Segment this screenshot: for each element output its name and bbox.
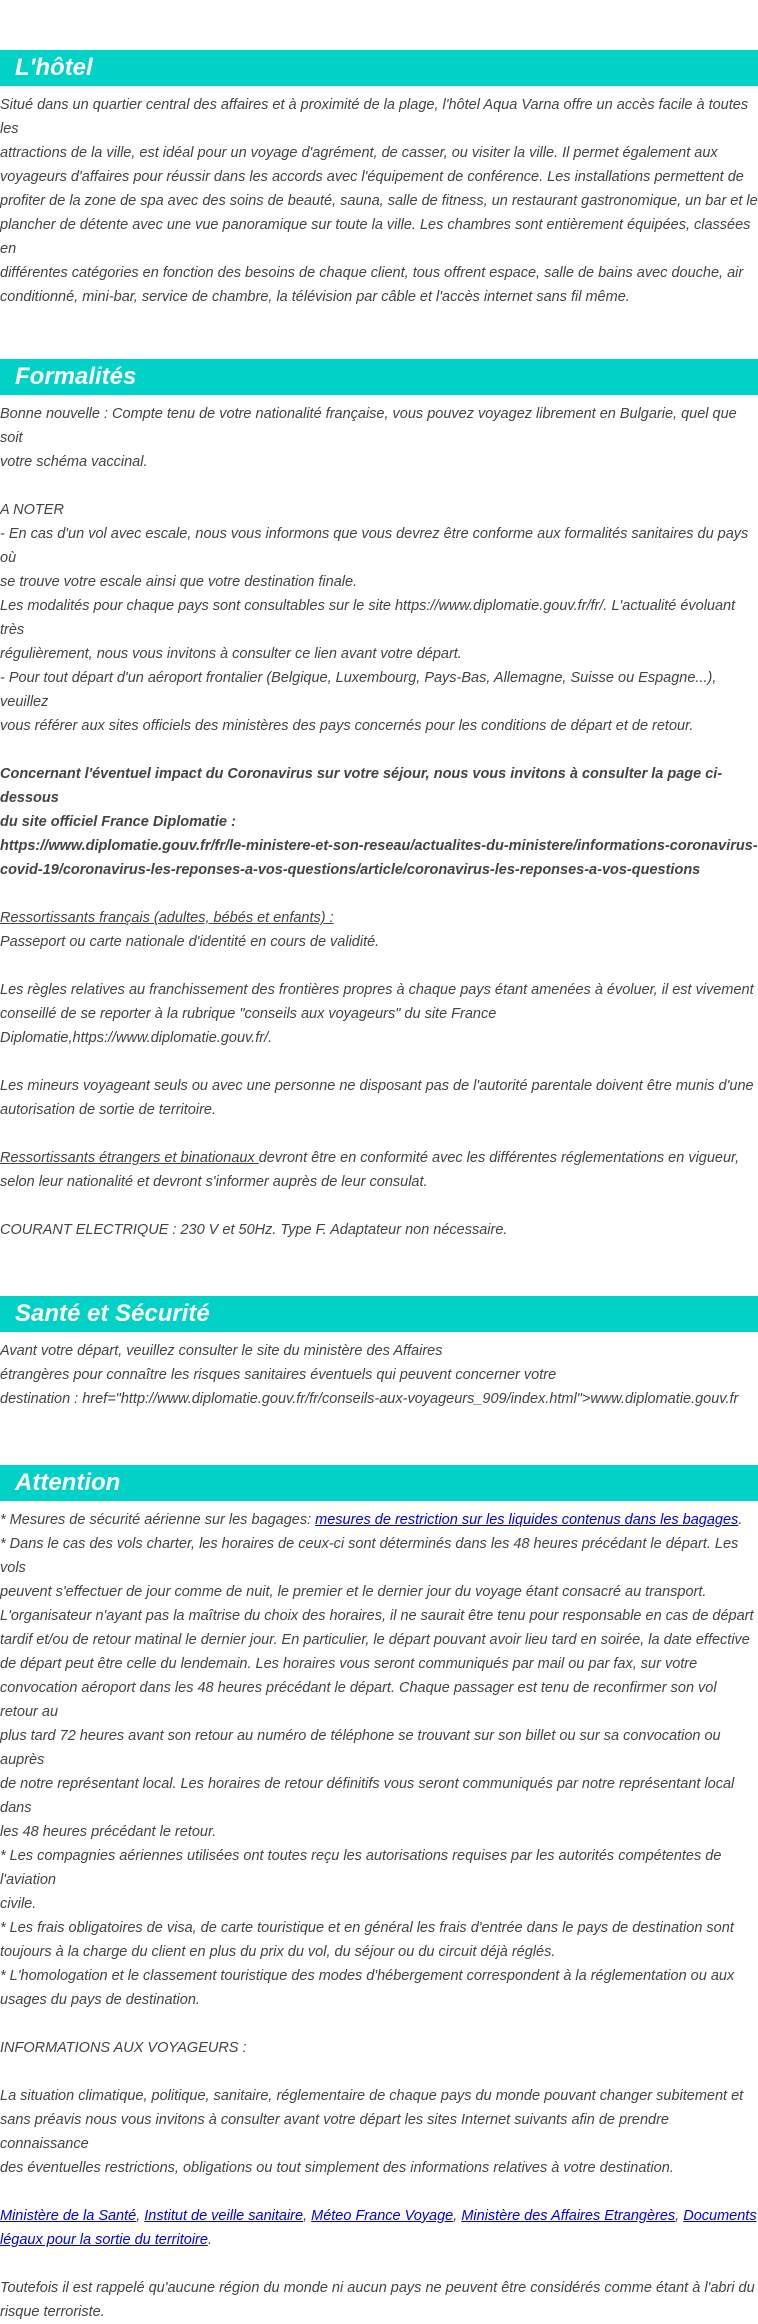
hotel-line: profiter de la zone de spa avec des soins de beauté, sauna, salle de fitness, un restaurant gastronomique, un bar et le: [0, 193, 758, 209]
link-separator: ,: [453, 2208, 462, 2224]
link-separator: ,: [303, 2208, 312, 2224]
minors-line: autorisation de sortie de territoire.: [0, 1102, 216, 1118]
hotel-line: conditionné, mini-bar, service de chambre, la télévision par câble et l'accès internet sans fil même.: [0, 289, 630, 305]
terror-line: risque terroriste.: [0, 2304, 105, 2320]
note-line: - En cas d'un vol avec escale, nous vous informons que vous devrez être conforme aux formalités sanitaires du pays où: [0, 526, 749, 566]
hotel-line: attractions de la ville, est idéal pour un voyage d'agrément, de casser, ou visiter la ville. Il permet également aux: [0, 145, 718, 161]
note-line: se trouve votre escale ainsi que votre destination finale.: [0, 574, 358, 590]
attention-text: [0, 1508, 758, 2324]
link-documents-legaux-cont[interactable]: légaux pour la sortie du territoire: [0, 2232, 208, 2248]
hotel-line: différentes catégories en fonction des besoins de chaque client, tous offrent espace, salle de bains avec douche, air: [0, 265, 744, 281]
section-title-formalites: Formalités: [0, 359, 758, 395]
french-nationals-text: Passeport ou carte nationale d'identité en cours de validité.: [0, 934, 380, 950]
covid-line: covid-19/coronavirus-les-reponses-a-vos-questions/article/coronavirus-les-reponses-a-vos-questions: [0, 862, 701, 878]
links-line: [0, 2204, 758, 2228]
link-documents-legaux[interactable]: Documents: [683, 2208, 757, 2224]
link-affaires-etrangeres[interactable]: Ministère des Affaires Etrangères: [461, 2208, 676, 2224]
link-meteo-france[interactable]: Méteo France Voyage: [311, 2208, 454, 2224]
info-heading: INFORMATIONS AUX VOYAGEURS :: [0, 2040, 247, 2056]
link-separator: ,: [675, 2208, 684, 2224]
climate-line: La situation climatique, politique, sanitaire, réglementaire de chaque pays du monde pouvant changer subitement et: [0, 2088, 744, 2104]
charter-line: peuvent s'effectuer de jour comme de nuit, le premier et le dernier jour du voyage étant consacré au transport.: [0, 1584, 707, 1600]
foreign-nationals-line-2: selon leur nationalité et devront s'informer auprès de leur consulat.: [0, 1174, 428, 1190]
sante-line: destination : href="http://www.diplomatie.gouv.fr/fr/conseils-aux-voyageurs_909/index.html">www.diplomatie.gouv.fr: [0, 1391, 739, 1407]
page-content: [0, 50, 758, 2324]
homologation-line: usages du pays de destination.: [0, 1992, 200, 2008]
sante-line: Avant votre départ, veuillez consulter le site du ministère des Affaires: [0, 1343, 443, 1359]
formalites-text: [0, 402, 758, 1242]
charter-line: de départ peut être celle du lendemain. Les horaires vous seront communiqués par mail ou par fax, sur votre: [0, 1656, 698, 1672]
foreign-nationals-text: devront être en conformité avec les différentes réglementations en vigueur,: [258, 1150, 740, 1166]
covid-line: du site officiel France Diplomatie :: [0, 814, 236, 830]
formalites-intro-line: votre schéma vaccinal.: [0, 454, 148, 470]
french-nationals-heading: Ressortissants français (adultes, bébés et enfants) :: [0, 910, 334, 926]
formalites-intro-line: Bonne nouvelle : Compte tenu de votre nationalité française, vous pouvez voyagez librement en Bulgarie, quel que soit: [0, 406, 737, 446]
rules-line: conseillé de se reporter à la rubrique "conseils aux voyageurs" du site France: [0, 1006, 497, 1022]
link-ministere-sante[interactable]: Ministère de la Santé: [0, 2208, 137, 2224]
note-line: régulièrement, nous vous invitons à consulter ce lien avant votre départ.: [0, 646, 462, 662]
link-separator: ,: [136, 2208, 145, 2224]
note-line: Les modalités pour chaque pays sont consultables sur le site https://www.diplomatie.gouv.fr/fr/. L'actualité évoluant très: [0, 598, 736, 638]
charter-line: * Dans le cas des vols charter, les horaires de ceux-ci sont déterminés dans les 48 heures précédant le départ. Les vols: [0, 1536, 739, 1576]
links-end: .: [207, 2232, 212, 2248]
charter-line: de notre représentant local. Les horaires de retour définitifs vous seront communiqués par notre représentant local dans: [0, 1776, 735, 1816]
hotel-line: Situé dans un quartier central des affaires et à proximité de la plage, l'hôtel Aqua Varna offre un accès facile à toutes les: [0, 97, 749, 137]
security-line: [0, 1508, 758, 1532]
foreign-nationals-heading: Ressortissants étrangers et binationaux: [0, 1150, 259, 1166]
covid-line: https://www.diplomatie.gouv.fr/fr/le-ministere-et-son-reseau/actualites-du-ministere/informations-coronavirus-: [0, 838, 758, 854]
section-title-attention: Attention: [0, 1465, 758, 1501]
hotel-line: plancher de détente avec une vue panoramique sur toute la ville. Les chambres sont entièrement équipées, classées en: [0, 217, 751, 257]
climate-line: sans préavis nous vous invitons à consulter avant votre départ les sites Internet suivants afin de prendre connaissance: [0, 2112, 669, 2152]
covid-line: Concernant l'éventuel impact du Coronavirus sur votre séjour, nous vous invitons à consulter la page ci-dessous: [0, 766, 723, 806]
climate-line: des éventuelles restrictions, obligations ou tout simplement des informations relatives à votre destination.: [0, 2160, 674, 2176]
charter-line: les 48 heures précédant le retour.: [0, 1824, 217, 1840]
homologation-line: * L'homologation et le classement touristique des modes d'hébergement correspondent à la réglementation ou aux: [0, 1968, 735, 1984]
electric-info: COURANT ELECTRIQUE : 230 V et 50Hz. Type F. Adaptateur non nécessaire.: [0, 1222, 508, 1238]
charter-line: tardif et/ou de retour matinal le dernier jour. En particulier, le départ pouvant avoir lieu tard en soirée, la date effective: [0, 1632, 750, 1648]
security-suffix: .: [738, 1512, 743, 1528]
charter-line: plus tard 72 heures avant son retour au numéro de téléphone se trouvant sur son billet ou sur sa convocation ou auprès: [0, 1728, 721, 1768]
liquid-restriction-link[interactable]: mesures de restriction sur les liquides contenus dans les bagages: [315, 1512, 739, 1528]
charter-line: convocation aéroport dans les 48 heures précédant le départ. Chaque passager est tenu de reconfirmer son vol retour au: [0, 1680, 717, 1720]
security-prefix: * Mesures de sécurité aérienne sur les bagages:: [0, 1512, 316, 1528]
section-title-hotel: L'hôtel: [0, 50, 758, 86]
terror-line: Toutefois il est rappelé qu'aucune région du monde ni aucun pays ne peuvent être considérés comme étant à l'abri du: [0, 2280, 755, 2296]
charter-line: L'organisateur n'ayant pas la maîtrise du choix des horaires, il ne saurait être tenu pour responsable en cas de départ: [0, 1608, 754, 1624]
section-title-sante: Santé et Sécurité: [0, 1296, 758, 1332]
link-institut-veille[interactable]: Institut de veille sanitaire: [144, 2208, 304, 2224]
rules-line: Les règles relatives au franchissement des frontières propres à chaque pays étant amenées à évoluer, il est vivement: [0, 982, 754, 998]
visa-line: toujours à la charge du client en plus du prix du vol, du séjour ou du circuit déjà réglés.: [0, 1944, 556, 1960]
sante-line: étrangères pour connaître les risques sanitaires éventuels qui peuvent concerner votre: [0, 1367, 557, 1383]
airlines-line: * Les compagnies aériennes utilisées ont toutes reçu les autorisations requises par les autorités compétentes de l'aviation: [0, 1848, 722, 1888]
airlines-line: civile.: [0, 1896, 37, 1912]
note-line: - Pour tout départ d'un aéroport frontalier (Belgique, Luxembourg, Pays-Bas, Allemagne, Suisse ou Espagne...), veuillez: [0, 670, 717, 710]
links-line-2: [0, 2228, 758, 2252]
rules-line: Diplomatie,https://www.diplomatie.gouv.fr/.: [0, 1030, 273, 1046]
sante-text: [0, 1339, 758, 1411]
minors-line: Les mineurs voyageant seuls ou avec une personne ne disposant pas de l'autorité parentale doivent être munis d'une: [0, 1078, 754, 1094]
foreign-nationals-line: [0, 1146, 758, 1170]
hotel-line: voyageurs d'affaires pour réussir dans les accords avec l'équipement de conférence. Les installations permettent de: [0, 169, 744, 185]
visa-line: * Les frais obligatoires de visa, de carte touristique et en général les frais d'entrée dans le pays de destination sont: [0, 1920, 734, 1936]
note-heading: A NOTER: [0, 502, 64, 518]
hotel-description: [0, 93, 758, 309]
note-line: vous référer aux sites officiels des ministères des pays concernés pour les conditions de départ et de retour.: [0, 718, 694, 734]
